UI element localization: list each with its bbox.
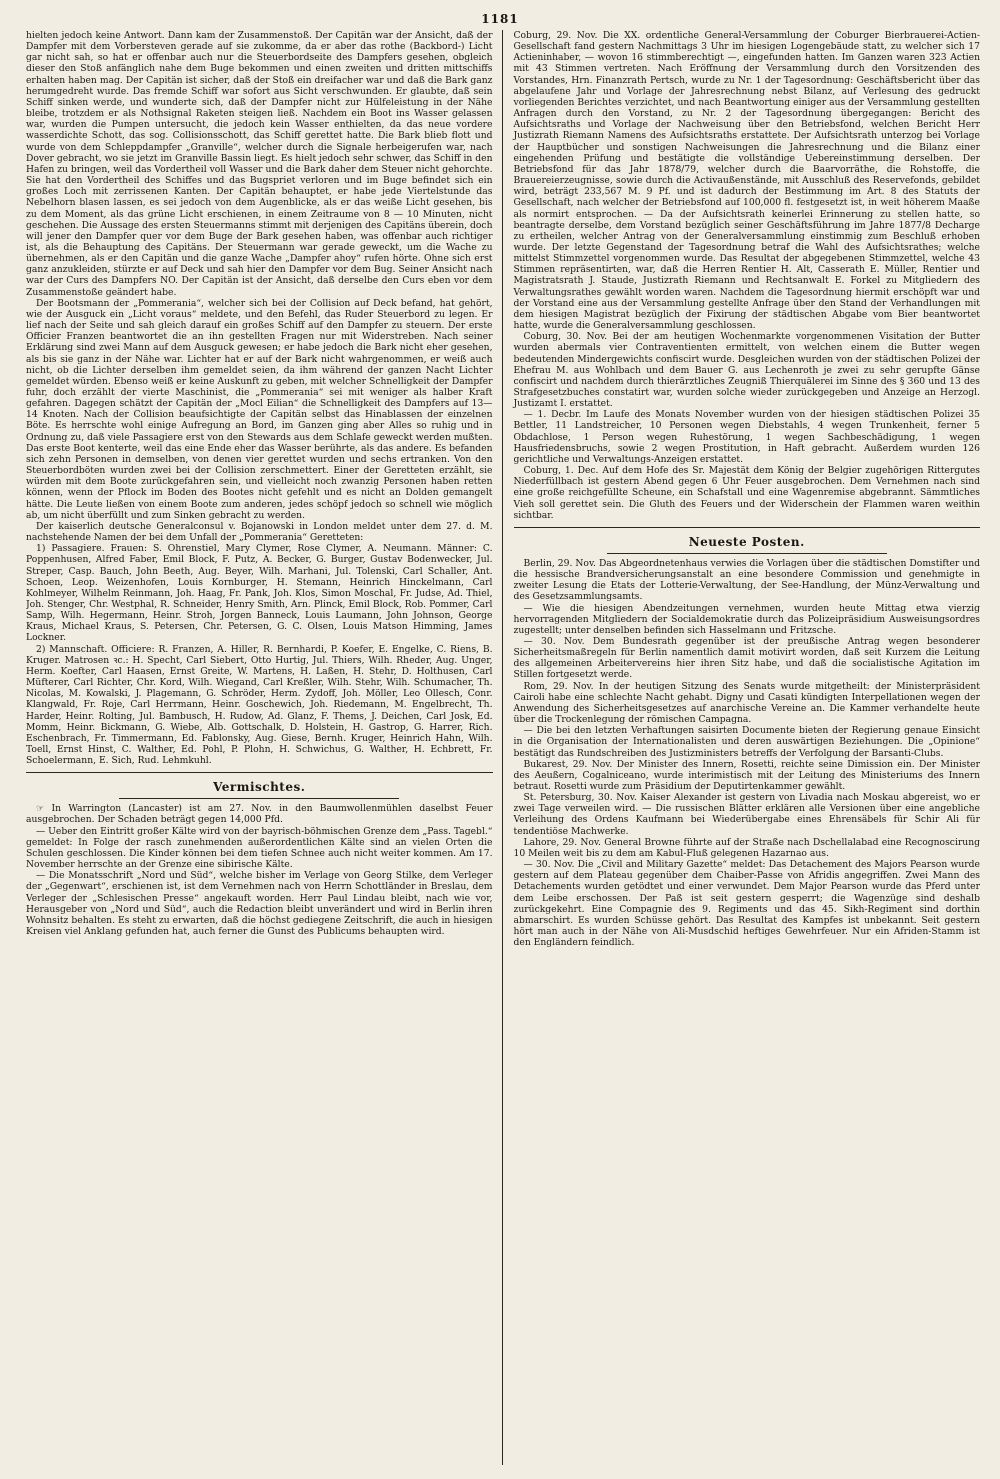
article-paragraph: hielten jedoch keine Antwort. Dann kam der Zusammenstoß. Der Capitän war der Ansicht, daß der Dampfer mit dem Vorbersteven gerade auf sie zukomme, da er aber das rothe (Backbord-) Licht gar nicht sah, so hat er offenbar auch nur die Steuerbordseite des Dampfers gesehen, obgleich dieser den Stoß anfänglich nahe dem Buge bekommen und einen zweiten und dritten mittschiffs erhalten haben mag. Der Capitän ist sicher, daß der Stoß ein dreifacher war und daß die Bark ganz herumgedreht wurde. Das fremde Schiff war sofort aus Sicht verschwunden. Er glaubte, daß sein Schiff sinken werde, und wunderte sich, daß der Dampfer nicht zur Hülfeleistung in der Nähe bleibe, trotzdem er als Nothsignal Raketen steigen ließ. Nachdem ein Boot ins Wasser gelassen war, wurden die Pumpen untersucht, die jedoch kein Wasser enthielten, da das neue vordere wasserdichte Schott, das sog. Collisionsschott, das Schiff gerettet hatte. Die Bark blieb flott und wurde von dem Schleppdampfer „Granville“, welcher durch die Signale herbeigerufen war, nach Dover gebracht, wo sie jetzt im Granville Bassin liegt. Es hielt jedoch sehr schwer, das Schiff in den Hafen zu bringen, weil das Vordertheil voll Wasser und die Bark daher dem Steuer nicht gehorchte. Sie hat den Vordertheil des Schiffes und das Bugspriet verloren und im Buge befindet sich ein großes Loch mit zerrissenen Kanten. Der Capitän behauptet, er habe jede Viertelstunde das Nebelhorn blasen lassen, es sei jedoch von dem Augenblicke, als er das weiße Licht gesehen, bis zu dem Moment, als das grüne Licht erschienen, in einem Zeitraume von 8 — 10 Minuten, nicht geschehen. Die Aussage des ersten Steuermanns stimmt mit derjenigen des Capitäns überein, doch will jener den Dampfer quer vor dem Buge der Bark gesehen haben, was offenbar auch richtiger ist, als die Behauptung des Capitäns. Der Steuermann war gerade geweckt, um die Wache zu übernehmen, als er den Capitän und die ganze Wache „Dampfer ahoy“ rufen hörte. Ohne sich erst ganz anzukleiden, stürzte er auf Deck und sah hier den Dampfer vor dem Bug. Seiner Ansicht nach war der Curs des Dampfers NO. Der Capitän ist der Ansicht, daß derselbe den Curs eben vor dem Zusammenstoße geändert habe. xyxy=(26,30,493,298)
title-underline xyxy=(119,798,399,799)
news-item: Coburg, 29. Nov. Die XX. ordentliche General-Versammlung der Coburger Bierbrauerei-Actien-Gesellschaft fand gestern Nachmittags 3 Uhr im hiesigen Logengebäude statt, zu welcher sich 17 Actieninhaber, — wovon 16 stimmberechtigt —, eingefunden hatten. Im Ganzen waren 323 Actien mit 43 Stimmen vertreten. Nach Eröffnung der Versammlung durch den Vorsitzenden des Vorstandes, Hrn. Finanzrath Pertsch, wurde zu Nr. 1 der Tagesordnung: Geschäftsbericht über das abgelaufene Jahr und Vorlage der Jahresrechnung nebst Bilanz, auf Verlesung des gedruckt vorliegenden Berichtes verzichtet, und nach Beantwortung einiger aus der Versammlung gestellten Anfragen durch den Vorstand, zu Nr. 2 der Tagesordnung übergegangen: Bericht des Aufsichtsraths und Vorlage der Nachweisung über den Betriebsfond, welchen Bericht Herr Justizrath Riemann Namens des Aufsichtsraths erstattete. Der Aufsichtsrath unterzog bei Vorlage der Hauptbücher und sonstigen Nachweisungen die Jahresrechnung und die Bilanz einer eingehenden Prüfung und bestätigte die vollständige Uebereinstimmung derselben. Der Betriebsfond für das Jahr 1878/79, welcher durch die Baarvorräthe, die Rohstoffe, die Brauereierzeugnisse, sowie durch die Activaußenstände, mit Ausschluß des Reservefonds, gebildet wird, beträgt 233,567 M. 9 Pf. und ist dadurch der Bestimmung im Art. 8 des Statuts der Gesellschaft, nach welcher der Betriebsfond auf 100,000 fl. festgesetzt ist, in weit höherem Maaße als normirt entsprochen. — Da der Aufsichtsrath keinerlei Erinnerung zu stellen hatte, so beantragte derselbe, dem Vorstand bezüglich seiner Geschäftsführung im Jahre 1877/8 Decharge zu ertheilen, welcher Antrag von der Generalversammlung einstimmig zum Beschluß erhoben wurde. Der letzte Gegenstand der Tagesordnung betraf die Wahl des Aufsichtsrathes; welche mittelst Stimmzettel vorgenommen wurde. Das Resultat der abgegebenen Stimmzettel, welche 43 Stimmen repräsentirten, war, daß die Herren Rentier H. Alt, Casserath E. Müller, Rentier und Magistratsrath J. Staude, Justizrath Riemann und Rechtsanwalt E. Forkel zu Mitgliedern des Verwaltungsrathes gewählt worden waren. Nachdem die Tagesordnung hiermit erschöpft war und der Vorstand eine aus der Versammlung gestellte Anfrage über den Stand der Verhandlungen mit dem hiesigen Magistrat bezüglich der Fixirung der städtischen Abgabe vom Bier beantwortet hatte, wurde die Generalversammlung geschlossen. xyxy=(513,30,980,332)
news-item: — 30. Nov. Die „Civil and Military Gazette“ meldet: Das Detachement des Majors Pearson wurde gestern auf dem Plateau gegenüber dem Chaiber-Passe von Afridis angegriffen. Zwei Mann des Detachements wurden getödtet und einer verwundet. Dem Major Pearson wurde das Pferd unter dem Leibe erschossen. Der Paß ist seit gestern gesperrt; die Wagenzüge sind deshalb zurückgekehrt. Eine Compagnie des 9. Regiments und das 45. Sikh-Regiment sind dorthin abmarschirt. Es wurden Schüsse gehört. Das Resultat des Kampfes ist unbekannt. Seit gestern hört man auch in der Nähe von Ali-Musdschid heftiges Gewehrfeuer. Nur ein Afriden-Stamm ist den Engländern feindlich. xyxy=(513,859,980,949)
news-item: — 1. Decbr. Im Laufe des Monats November wurden von der hiesigen städtischen Polizei 35 Bettler, 11 Landstreicher, 10 Personen wegen Diebstahls, 4 wegen Trunkenheit, ferner 5 Obdachlose, 1 Person wegen Ruhestörung, 1 wegen Sachbeschädigung, 1 wegen Hausfriedensbruchs, sowie 2 wegen Prostitution, in Haft gebracht. Außerdem wurden 126 gerichtliche und Verwaltungs-Anzeigen erstattet. xyxy=(513,409,980,465)
news-item: Coburg, 1. Dec. Auf dem Hofe des Sr. Majestät dem König der Belgier zugehörigen Rittergutes Niederfüllbach ist gestern Abend gegen 6 Uhr Feuer ausgebrochen. Dem Vernehmen nach sind eine große reichgefüllte Scheune, ein Schafstall und eine Wagenremise abgebrannt. Sämmtliches Vieh soll gerettet sein. Die Gluth des Feuers und der Widerschein der Flammen waren weithin sichtbar. xyxy=(513,465,980,521)
section-divider xyxy=(26,772,493,773)
section-divider xyxy=(514,527,981,528)
news-item: Berlin, 29. Nov. Das Abgeordnetenhaus verwies die Vorlagen über die städtischen Domstifter und die hessische Brandversicherungsanstalt an eine besondere Commission und genehmigte in zweiter Lesung die Etats der Lotterie-Verwaltung, der See-Handlung, der Münz-Verwaltung und des Gesetzsammlungsamts. xyxy=(513,557,980,603)
news-item: — Ueber den Eintritt großer Kälte wird von der bayrisch-böhmischen Grenze dem „Pass. Tagebl.“ gemeldet: In Folge der rasch zunehmenden außerordentlichen Kälte sind an vielen Orten die Schulen geschlossen. Die Kinder können bei dem tiefen Schnee auch nicht weiter kommen. Am 17. November herrschte an der Grenze eine sibirische Kälte. xyxy=(26,825,493,871)
title-underline xyxy=(607,553,887,554)
article-paragraph: Der Bootsmann der „Pommerania“, welcher sich bei der Collision auf Deck befand, hat gehört, wie der Ausguck ein „Licht voraus“ meldete, und den Befehl, das Ruder Steuerbord zu legen. Er lief nach der Seite und sah gleich darauf ein großes Schiff auf den Dampfer zu steuern. Der erste Officier Franzen beantwortet die an ihn gestellten Fragen nur mit Widerstreben. Nach seiner Erklärung sind zwei Mann auf dem Ausguck gewesen; er habe jedoch die Bark nicht eher gesehen, als bis sie ganz in der Nähe war. Lichter hat er auf der Bark nicht wahrgenommen, er weiß auch nicht, ob die Lichter derselben ihm gemeldet seien, da ihm während der ganzen Nacht Lichter gemeldet würden. Ebenso weiß er keine Auskunft zu geben, mit welcher Schnelligkeit der Dampfer fuhr, doch erzählt der vierte Maschinist, die „Pommerania“ sei mit weniger als halber Kraft gefahren. Dagegen schätzt der Capitän der „Mocl Eilian“ die Schnelligkeit des Dampfers auf 13—14 Knoten. Nach der Collision beaufsichtigte der Capitän selbst das Hinablassen der einzelnen Böte. Es herrschte wohl einige Aufregung an Bord, im Ganzen ging aber Alles so ruhig und in Ordnung zu, daß viele Passagiere erst von den Stewards aus dem Schlafe geweckt werden mußten. Das erste Boot kenterte, weil das eine Ende eher das Wasser berührte, als das andere. Es befanden sich zehn Personen in demselben, von denen vier gerettet wurden und sechs ertranken. Von den Steuerbordböten wurden zwei bei der Collision zerschmettert. Einer der Geretteten erzählt, sie würden mit dem Boote zurückgefahren sein, und vielleicht noch zwanzig Personen haben retten können, wenn der Pflock im Boden des Bootes nicht gefehlt und es nicht an Dolden gemangelt hätte. Die Leute ließen von einem Boote zum anderen, jedes schöpf jedoch so schnell wie möglich ab, um nicht überfüllt und zum Sinken gebracht zu werden. xyxy=(26,297,493,521)
left-column xyxy=(26,30,499,1465)
news-item: St. Petersburg, 30. Nov. Kaiser Alexander ist gestern von Livadia nach Moskau abgereist, wo er zwei Tage verweilen wird. — Die russischen Blätter erklären alle Versionen über eine angebliche Verleihung des Ordens Kaufmann bei Wiederübergabe eines Ehrensäbels für Schir Ali für tendentiöse Machwerke. xyxy=(513,792,980,837)
news-item: — Die bei den letzten Verhaftungen saisirten Documente bieten der Regierung genaue Einsicht in die Organisation der Internationalisten und deren auswärtigen Beziehungen. Die „Opinione“ bestätigt das Rundschreiben des Justizministers betreffs der Verfolgung der Barsanti-Clubs. xyxy=(513,725,980,759)
section-title: Neueste Posten. xyxy=(688,534,805,549)
column-rule xyxy=(502,30,503,1465)
columns xyxy=(26,30,980,1465)
passenger-list: 1) Passagiere. Frauen: S. Ohrenstiel, Mary Clymer, Rose Clymer, A. Neumann. Männer: C. Poppenhusen, Alfred Faber, Emil Block, F. Putz, A. Becker, G. Burger, Gustav Bodenwecker, Jul. Streper, Casp. Bauch, John Beeth, Aug. Beyer, Wilh. Marhani, Jul. Tolenski, Carl Schaller, Ant. Schoen, Leop. Weizenhofen, Louis Kornburger, H. Stemann, Heinrich Hinckelmann, Carl Kohlmeyer, Wilhelm Reinmann, Joh. Haag, Fr. Pank, Joh. Klos, Simon Moschal, Fr. Judse, Ad. Thiel, Joh. Stenger, Chr. Westphal, R. Schneider, Henry Smith, Arn. Plinck, Emil Block, Rob. Pommer, Carl Samp, Wilh. Hegermann, Heinr. Stroh, Jorgen Banneck, Louis Laumann, John Johnson, George Kraus, Michael Kraus, S. Petersen, Chr. Petersen, G. C. Olsen, Louis Matson Himming, James Lockner. xyxy=(26,543,493,644)
news-item: — Wie die hiesigen Abendzeitungen vernehmen, wurden heute Mittag etwa vierzig hervorragenden Mitgliedern der Socialdemokratie durch das Polizeipräsidium Ausweisungsordres zugestellt; unter denselben befinden sich Hasselmann und Fritzsche. xyxy=(513,602,980,636)
news-item: — Die Monatsschrift „Nord und Süd“, welche bisher im Verlage von Georg Stilke, dem Verleger der „Gegenwart“, erschienen ist, ist dem Vernehmen nach von Herrn Schottländer in Breslau, dem Verleger der „Schlesischen Presse“ angekauft worden. Herr Paul Lindau bleibt, nach wie vor, Herausgeber von „Nord und Süd“, auch die Redaction bleibt unverändert und wird in Berlin ihren Wohnsitz behalten. Es steht zu erwarten, daß die höchst gediegene Zeitschrift, die auch in hiesigen Kreisen viel Anklang gefunden hat, auch ferner die Gunst des Publicums behaupten wird. xyxy=(26,870,493,938)
article-paragraph: Der kaiserlich deutsche Generalconsul v. Bojanowski in London meldet unter dem 27. d. M. nachstehende Namen der bei dem Unfall der „Pommerania“ Geretteten: xyxy=(26,520,493,544)
news-item: Coburg, 30. Nov. Bei der am heutigen Wochenmarkte vorgenommenen Visitation der Butter wurden abermals vier Contraventienten ermittelt, von welchen einem die Butter wegen bedeutenden Mindergewichts confiscirt wurde. Desgleichen wurden von der städtischen Polizei der Ehefrau M. aus Wohlbach und dem Bauer G. aus Lechenroth je zwei zu sehr gerupfte Gänse confiscirt und nachdem durch thierärztliches Zeugniß Thierquälerei im Sinne des § 360 und 13 des Strafgesetzbuches constatirt war, wurden solche wieder zurückgegeben und Anzeige an Herzogl. Justizamt I. erstattet. xyxy=(513,331,980,410)
section-title: Vermischtes. xyxy=(213,780,306,795)
news-item: — 30. Nov. Dem Bundesrath gegenüber ist der preußische Antrag wegen besonderer Sicherheitsmaßregeln für Berlin namentlich damit motivirt worden, daß seit Kurzem die Leitung des allgemeinen Arbeitervereins hier ihren Sitz habe, und daß die socialistische Agitation im Stillen fortgesetzt werde. xyxy=(513,635,980,681)
news-item: Lahore, 29. Nov. General Browne führte auf der Straße nach Dschellalabad eine Recognoscirung 10 Meilen weit bis zu dem am Kabul-Fluß gelegenen Hazarnao aus. xyxy=(513,836,980,859)
news-item: Rom, 29. Nov. In der heutigen Sitzung des Senats wurde mitgetheilt: der Ministerpräsident Cairoli habe eine schlechte Nacht gehabt. Digny und Casati kündigten Interpellationen wegen der Anwendung des Sicherheitsgesetzes auf anarchische Vereine an. Die Kammer verhandelte heute über die Trockenlegung der römischen Campagna. xyxy=(513,680,980,726)
crew-list: 2) Mannschaft. Officiere: R. Franzen, A. Hiller, R. Bernhardi, P. Koefer, E. Engelke, C. Riens, B. Kruger. Matrosen ꝛc.: H. Specht, Carl Siebert, Otto Hurtig, Jul. Thiers, Wilh. Rheder, Aug. Unger, Herm. Koefter, Carl Haasen, Ernst Greite, W. Martens, H. Laßen, H. Stehr, D. Holthusen, Carl Müfterer, Carl Richter, Chr. Kord, Wilh. Wiegand, Carl Kreßler, Wilh. Stehr, Wilh. Schumacher, Th. Nicolas, M. Kowalski, J. Plagemann, G. Schröder, Herm. Zydoff, Joh. Möller, Leo Ollesch, Conr. Klangwald, Fr. Roje, Carl Herrmann, Heinr. Goschewich, Joh. Riedemann, M. Engelbrecht, Th. Harder, Heinr. Rolting, Jul. Bambusch, H. Rudow, Ad. Glanz, F. Thems, J. Deichen, Carl Josk, Ed. Momm, Heinr. Bickmann, G. Wiebe, Alb. Gottschalk, D. Holstein, H. Gastrop, G. Harrer, Rich. Eschenbrach, Fr. Timmermann, Ed. Fablonsky, Aug. Giese, Bernh. Kruger, Heinrich Hahn, Wilh. Toell, Ernst Hinst, C. Walther, Ed. Pohl, P. Plohn, H. Schwichus, G. Walther, H. Echbrett, Fr. Schoelermann, E. Sich, Rud. Lehmkuhl. xyxy=(26,643,493,767)
page-number: 1181 xyxy=(481,12,519,26)
news-item: ☞ In Warrington (Lancaster) ist am 27. Nov. in den Baumwollenmühlen daselbst Feuer ausgebrochen. Der Schaden beträgt gegen 14,000 Pfd. xyxy=(26,803,493,826)
news-item: Bukarest, 29. Nov. Der Minister des Innern, Rosetti, reichte seine Dimission ein. Der Minister des Aeußern, Cogalniceano, wurde interimistisch mit der Leitung des Ministeriums des Innern betraut. Rosetti wurde zum Präsidium der Deputirtenkammer gewählt. xyxy=(513,758,980,792)
right-column xyxy=(506,30,981,1465)
